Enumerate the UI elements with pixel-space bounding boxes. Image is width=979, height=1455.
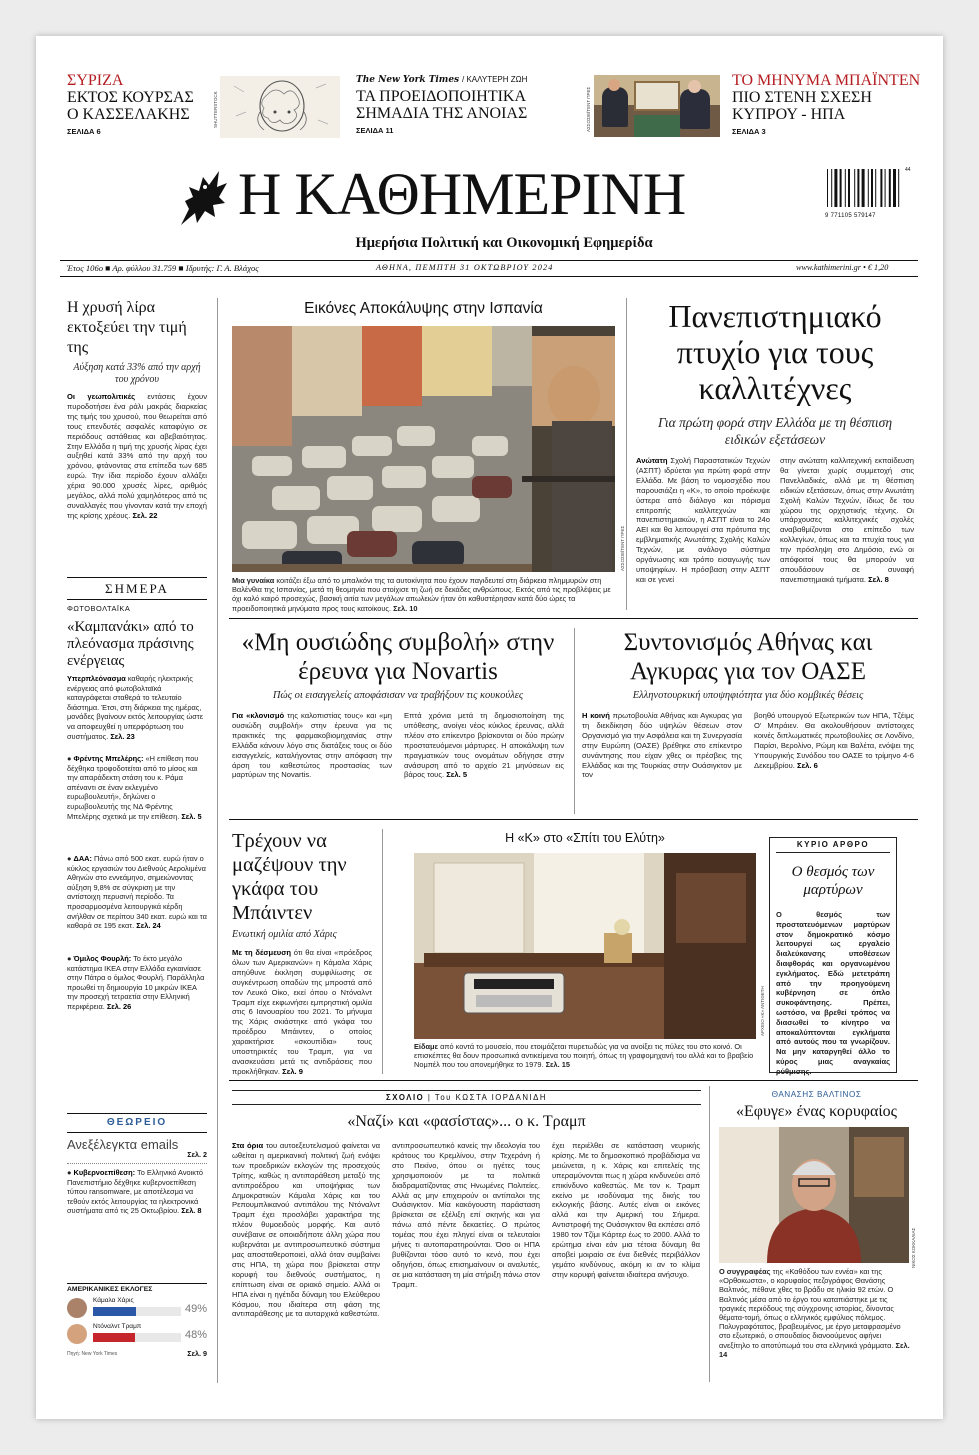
university-col1	[636, 456, 770, 616]
nyt-section: / ΚΑΛΥΤΕΡΗ ΖΩΗ	[462, 75, 528, 84]
theoreio-title: Ανεξέλεγκτα emails	[67, 1137, 179, 1152]
beleris-page: Σελ. 5	[181, 811, 202, 821]
teaser-right[interactable]	[732, 72, 922, 136]
biden-story[interactable]	[232, 829, 372, 1076]
editorial-box[interactable]	[769, 837, 897, 1076]
infobar-top-rule	[60, 260, 918, 261]
elytis-header: Η «Κ» στο «Σπίτι του Ελύτη»	[505, 831, 665, 845]
valtinos-story[interactable]	[719, 1090, 916, 1359]
biden-body	[232, 948, 372, 1076]
column-title: «Ναζί» και «φασίστας»... ο κ. Τραμπ	[347, 1113, 586, 1130]
barcode-bar	[885, 169, 886, 207]
novartis-lead: Για «κλονισμό	[232, 711, 285, 720]
university-page: Σελ. 8	[868, 574, 889, 584]
theoreio-rule-top	[67, 1113, 207, 1114]
simera-page1: Σελ. 23	[110, 731, 135, 741]
valtinos-photo-credit: ΝΙΚΟΣ ΚΟΚΚΑΛΙΑΣ	[911, 1227, 916, 1268]
theoreio-page2: Σελ. 8	[181, 1206, 202, 1216]
theoreio-header: ΘΕΩΡΕΙΟ	[106, 1117, 168, 1128]
novartis-page: Σελ. 5	[446, 770, 468, 780]
poll-header: ΑΜΕΡΙΚΑΝΙΚΕΣ ΕΚΛΟΓΕΣ	[67, 1286, 153, 1293]
elytis-photo-credit: ΑΡΧΕΙΟ «Κ» ΑΝΤΙΘΕΤΗ	[760, 986, 765, 1036]
spain-caption-body: κοιτάζει έξω από το μπαλκόνι της τα αυτοκίνητα που έχουν παγιδευτεί στη διάρκεια πλημμυρών στη Βαλένθια της Ισπανίας, μετά τη θεομηνία που στοίχισε τη ζωή σε δεκάδες ανθρώπους. Εκτός από τις προβλέψεις με όχι καλό καιρό προσεχώς, βασική αιτία των μεγάλων απωλειών ήταν ότι καθυστέρησαν κατά δύο ώρες τα προειδοποιητικά μηνύματα προς τους κατοίκους.	[232, 576, 611, 613]
osce-col1	[582, 711, 742, 793]
beleris-lead: Φρέντης Μπελέρης:	[73, 754, 144, 763]
harris-bar-track	[93, 1307, 181, 1316]
barcode-bar	[898, 169, 899, 207]
editorial-header: ΚΥΡΙΟ ΑΡΘΡΟ	[796, 840, 870, 849]
theoreio-page1: Σελ. 2	[187, 1150, 207, 1159]
osce-title: Συντονισμός Αθήνας και Αγκυρας για τον ΟΑΣΕ	[623, 629, 873, 685]
novartis-col1	[232, 711, 392, 793]
novartis-col2-text: Επτά χρόνια μετά τη δημοσιοποίηση της υπόθεσης, ανοίγει νέος κύκλος έρευνας, αλλά πλέον στο επίκεντρο βρίσκονται οι δύο πρώην προστατευόμενοι μάρτυρες. Η αποκάλυψη των πραγματικών τους ονομάτων οδήγησε στην ανάσυρση από το αρχείο 21 μηνύσεων εις βάρος τους.	[404, 711, 564, 780]
simera-header: ΣΗΜΕΡΑ	[105, 581, 169, 596]
harris-pct: 49%	[185, 1303, 208, 1315]
infobar-left: Έτος 106ο ■ Αρ. φύλλου 31.759 ■ Ιδρυτής: Γ. Α. Βλάχος	[67, 263, 259, 273]
university-col2	[780, 456, 914, 616]
nyt-brand: The New York Times	[356, 75, 460, 85]
barcode-bar	[831, 169, 832, 207]
column-col2: αντιπροσωπευτικό κανείς την ιδεολογία του κράτους του Κρεμλίνου, στην Τεχεράνη ή στο Πεκίνο, όπου οι ηγέτες τους χρησιμοποιούν με τα πολιτικά διαδραματίζοντας στις Ηνωμένες Πολιτείες. Αλλά ας μην επιχειρούν οι αντίπαλοι της Ουάσιγκτον. Μία κακόγουστη παράσταση βρίσκεται σε εξέλιξη επί σκηνής και για πάνω από πέντε δεκαετίες. Ο πρώτος τομέας που έχει πληγεί είναι οι τελευταίοι μήνες τι αυτοπαρατηρούνται. Όσο οι ΗΠΑ βυθίζονται τόσο αυτό το κενό, που έχει οδηγήσει, όπως επισημαίνουν οι αναλυτές, σε μια κατάσταση τη μία στήριξη πάνω στον Τραμπ.	[392, 1141, 540, 1289]
elytis-caption-page: Σελ. 15	[545, 1060, 570, 1070]
university-col2-text: στην ανώτατη καλλιτεχνική εκπαίδευση θα γίνεται χωρίς συμμετοχή στις Πανελλαδικές, αλλά με τη θέσπιση ειδικών εξετάσεων, όπως στην Ανωτάτη Σχολή Καλών Τεχνών, ίδιως δε του χώρου της ορχηστικής τέχνης. Οι υπάρχουσες καλλιτεχνικές σχολές αναβαθμίζονται στο επίπεδο των κολλεγίων, όπως και τα πτυχία τους για την πρόσληψη στο Δημόσιο, ενώ οι απόφοιτοί τους θα μπορούν να σπουδάσουν σε συναφή πανεπιστημιακά τμήματα.	[780, 456, 914, 584]
simera-rule-top	[67, 577, 207, 578]
daa-body: Πάνω από 500 εκατ. ευρώ ήταν ο κύκλος εργασιών του Διεθνούς Αερολιμένα Αθηνών στο εννεάμηνο, σημειώνοντας αύξηση 9,8% σε σύγκριση με την αντίστοιχη περυσινή περίοδο. Τα προσαρμοσμένα λειτουργικά κέρδη ανήλθαν σε περίπου 340 εκατ. ευρώ και τα καθαρά σε 195 εκατ.	[67, 854, 207, 931]
barcode-bar	[862, 169, 865, 207]
barcode-bar	[840, 169, 842, 207]
simera-section[interactable]	[67, 604, 207, 1032]
brain-sketch-icon	[220, 76, 340, 138]
theoreio-section[interactable]	[67, 1137, 207, 1228]
masthead-title: Η ΚΑΘΗΜΕΡΙΝΗ	[238, 161, 686, 227]
theoreio-body: ● Κυβερνοεπίθεση: Το Ελληνικό Ανοικτό Πανεπιστήμιο δέχθηκε κυβερνοεπίθεση τύπου ransomware, με αποτέλεσμα να τεθούν εκτός λειτουργίας τα ηλεκτρονικά συστήματα από τις 25 Οκτωβρίου. Σελ. 8	[67, 1168, 204, 1216]
barcode-bar	[845, 169, 846, 207]
gold-page: Σελ. 22	[132, 510, 158, 520]
osce-col2-text: βοηθό υπουργού Εξωτερικών των ΗΠΑ, Τζέιμς Ο' Μπράιεν. Θα ακολουθήσουν αντίστοιχες κοινές διπλωματικές πρωτοβουλίες σε Λονδίνο, Παρίσι, Βερολίνο, Ρώμη και Βαλέτα, ενόψει της Υπουργικής Συνόδου του ΟΑΣΕ το τρίμηνο 4-6 Δεκεμβρίου.	[754, 711, 914, 770]
column-lead: Στα όρια	[232, 1141, 264, 1150]
elytis-caption	[414, 1042, 756, 1072]
valtinos-title: «Εφυγε» ένας κορυφαίος	[736, 1103, 897, 1120]
university-story[interactable]	[636, 298, 914, 616]
infobar-right: www.kathimerini.gr • € 1,20	[796, 263, 889, 272]
barcode-bar	[854, 169, 855, 207]
valtinos-caption	[719, 1267, 914, 1359]
gold-story[interactable]	[67, 298, 207, 548]
teaser-middle[interactable]	[356, 74, 566, 135]
spain-caption	[232, 576, 615, 614]
teaser-middle-line1: ΤΑ ΠΡΟΕΙΔΟΠΟΙΗΤΙΚΑ	[356, 88, 527, 105]
teaser-middle-line2: ΣΗΜΑΔΙΑ ΤΗΣ ΑΝΟΙΑΣ	[356, 105, 528, 122]
column-col3: έχει περιέλθει σε κατάσταση νευρικής κρίσης. Με το δημοσκοπικό προβάδισμα να μειώνεται, η κ. Χάρις και επιτελείς της υπεραμύνονται πως η χώρα κινδυνεύει από επικίνδυνο καθεστώς. Με τον κ. Τραμπ εκείνο με ισοδύναμα της δικής του εκλογικής βάσης. Αυτές είναι οι εικόνες αλλά και την Αμερική του Σήμερα. Αντιστροφή της Ουάσιγκτον θα εκπέσει από 1980 τον Τζίμι Κάρτερ έως το 2000. Αλλά το ερώτημα είναι εάν μια τέτοια δύναμη θα αποβεί μοιραίο σε ένα διεθνές περιβάλλον γεμάτο κινδύνους, ακόμη κι αν το κλίμα στην κορυφή φαίνεται ιδιαίτερα ανήσυχο.	[552, 1141, 700, 1279]
theoreio-lead: Κυβερνοεπίθεση:	[73, 1168, 136, 1177]
column-header: ΣΧΟΛΙΟ	[386, 1093, 425, 1102]
theoreio-body-text: Το Ελληνικό Ανοικτό Πανεπιστήμιο δέχθηκε κυβερνοεπίθεση τύπου ransomware, με αποτέλεσμα να τεθούν εκτός λειτουργίας τα ηλεκτρονικά συστήματα από τις 25 Οκτωβρίου.	[67, 1168, 204, 1216]
valencia-flood-photo[interactable]	[232, 326, 615, 572]
novartis-title: «Μη ουσιώδης συμβολή» στην έρευνα για Novartis	[241, 629, 555, 685]
poll-page: Σελ. 9	[187, 1349, 207, 1358]
biden-title: Τρέχουν να μαζέψουν την γκάφα του Μπάιντεν	[232, 830, 347, 924]
simera-title: «Καμπανάκι» από το πλεόνασμα πράσινης ενέργειας	[67, 619, 194, 669]
teaser-left-page: ΣΕΛΙΔΑ 6	[67, 127, 101, 136]
barcode	[825, 167, 912, 219]
column-col1	[232, 1141, 380, 1377]
university-title: Πανεπιστημιακό πτυχίο για τους καλλιτέχνες	[668, 298, 882, 406]
barcode-bar	[848, 169, 850, 207]
spain-photo-credit: ΑΣΣΟΣΙΕΪΤΕΝΤ ΠΡΕΣ	[620, 525, 625, 571]
daa-page: Σελ. 24	[136, 921, 161, 931]
novartis-subtitle: Πώς οι εισαγγελείς αποφάσισαν να τραβήξουν τις κουκούλες	[272, 690, 524, 701]
dementia-photo-credit: SHUTTERSTOCK	[213, 91, 218, 128]
gold-body	[67, 392, 207, 548]
teaser-right-line3: ΚΥΠΡΟΥ - ΗΠΑ	[732, 106, 846, 123]
barcode-bar	[880, 169, 882, 207]
beleris-body: «Η επίθεση που δέχθηκα τροφοδοτείται από το μίσος και την απαράδεκτη στάση του κ. Ράμα απέναντι σε έναν εκλεγμένο ευρωβουλευτή», δηλώνει ο ευρωβουλευτής της ΝΔ Φρέντης Μπελέρης σχετικά με την επίθεση.	[67, 754, 199, 821]
daa-lead: ΔΑΑ:	[73, 854, 92, 863]
center-right-divider	[626, 298, 627, 610]
barcode-bar	[875, 169, 876, 207]
barcode-bar	[871, 169, 873, 207]
fourlis-page: Σελ. 26	[106, 1001, 132, 1011]
column-author: Του ΚΩΣΤΑ ΙΟΡΔΑΝΙΔΗ	[434, 1093, 547, 1102]
gold-lead: Οι γεωπολιτικές	[67, 392, 136, 401]
spain-caption-page: Σελ. 10	[393, 603, 418, 613]
university-lead: Ανώτατη	[636, 456, 668, 465]
biden-page: Σελ. 9	[282, 1066, 303, 1076]
teaser-middle-page: ΣΕΛΙΔΑ 11	[356, 126, 394, 135]
mid-rule-3	[229, 1080, 918, 1081]
gold-title: Η χρυσή λίρα εκτοξεύει την τιμή της	[67, 299, 187, 356]
barcode-bar	[889, 169, 891, 207]
osce-story[interactable]	[582, 628, 914, 793]
barcode-number: 9 771105 579147	[825, 213, 876, 219]
valtinos-kicker: ΘΑΝΑΣΗΣ ΒΑΛΤΙΝΟΣ	[771, 1090, 862, 1099]
simera-body-text: καθαρής ηλεκτρικής ενέργειας από φωτοβολταϊκά καταγράφεται σταθερά το τελευταίο διάστημα. Έτσι, στη διάρκεια της ημέρας, μονάδες βγαίνουν εκτός λειτουργίας ώστε να αποφευχθεί η υπερφόρτωση του συστήματος.	[67, 674, 204, 741]
university-col1-text: Σχολή Παραστατικών Τεχνών (ΑΣΠΤ) ιδρύεται για πρώτη φορά στην Ελλάδα. Με βάση το νομοσχέδιο που παρουσιάζει η «Κ», το οποίο προέκυψε ύστερα από διάλογο και πόρισμα επιτροπής καλλιτεχνών και πανεπιστημιακών, η ΑΣΠΤ είναι το 24ο ΑΕΙ και θα λειτουργεί στα πρότυπα της εμβληματικής Ανωτάτης Σχολής Καλών Τεχνών, με ανάλογο σύστημα οργάνωσης και τρόπο εισαγωγής των υποψηφίων. Η πρόσβαση στην ΑΣΠΤ και σε γενεί	[636, 456, 770, 584]
mid-divider-2	[574, 628, 575, 814]
osce-col1-text: πρωτοβουλία Αθήνας και Αγκυρας για τη διεκδίκηση δύο υψηλών θέσεων στον Οργανισμό για την Ασφάλεια και τη Συνεργασία στην Ευρώπη (ΟΑΣΕ) βρέθηκε στο επίκεντρο συνάντησης που είχαν χθες οι πρέσβεις της Ελλάδας και της Τουρκίας στην Ουάσιγκτον με τον	[582, 711, 742, 780]
osce-lead: Η κοινή	[582, 711, 610, 720]
mid-rule-2	[229, 819, 918, 820]
valtinos-caption-lead: Ο συγγραφέας	[719, 1267, 771, 1276]
poll-box[interactable]	[67, 1286, 207, 1361]
osce-col2	[754, 711, 914, 793]
trump-bar-track	[93, 1333, 181, 1342]
elytis-house-photo[interactable]	[414, 853, 756, 1039]
valtinos-portrait-photo	[719, 1127, 909, 1263]
simera-rule-bottom	[67, 599, 207, 600]
osce-subtitle: Ελληνοτουρκική υποψηφιότητα για δύο κομβικές θέσεις	[632, 690, 864, 701]
trump-avatar	[67, 1324, 87, 1344]
teaser-right-line2: ΠΙΟ ΣΤΕΝΗ ΣΧΕΣΗ	[732, 89, 872, 106]
teaser-left-line3: Ο ΚΑΣΣΕΛΑΚΗΣ	[67, 106, 190, 123]
fourlis-body: Το έκτο μεγάλο κατάστημα ΙΚΕΑ στην Ελλάδα εγκαινίασε στην Πάτρα ο όμιλος Φουρλή. Παράλληλα προωθεί τη δημιουργία 10 μικρών ΙΚΕΑ την προσεχή τετραετία στην Ελληνική περιφέρεια.	[67, 954, 205, 1011]
simera-body	[67, 674, 207, 750]
barcode-bar	[868, 169, 869, 207]
gold-subtitle: Αύξηση κατά 33% από την αρχή του χρόνου	[73, 362, 201, 385]
barcode-issue: 44	[905, 167, 911, 173]
simera-bullet-fourlis: ● Όμιλος Φουρλή: Το έκτο μεγάλο κατάστημα ΙΚΕΑ στην Ελλάδα εγκαινίασε στην Πάτρα ο όμιλος Φουρλή. Παράλληλα προωθεί τη δημιουργία 10 μικρών ΙΚΕΑ την προσεχή τετραετία στην Ελληνική περιφέρεια. Σελ. 26	[67, 954, 205, 1011]
left-column-divider	[217, 298, 218, 1383]
simera-kicker: ΦΩΤΟΒΟΛΤΑΪΚΑ	[67, 604, 131, 613]
column-col1-text: του αυτοεξευτελισμού φαίνεται να ωθείται η αμερικανική πολιτική ζωή ενόψει των προεδρικών εκλογών της προσεχούς Τρίτης, καθώς η αντιπαράθεση μεταξύ της αντιπροέδρου και υποψήφιας των Δημοκρατικών Κάμαλα Χάρις και του Ρεπουμπλικανού αντιπάλου της Ντόναλντ Τραμπ έχει προσλάβει χαρακτήρα της πλέον θυμοειδούς μορφής. Και αυτό συνέβαινε σε οποιαδήποτε άλλη χώρα που κυβερνάται με αντιπροσωπευτικό σύστημα μας αποσταθεροποιεί, αλλά όταν συμβαίνει στις ΗΠΑ, τη χώρα που βρίσκεται στην κορυφή του διεθνούς συστήματος, η επίπτωση είναι σε οριακό σημείο. Αλλά οι ΗΠΑ είναι η ηγέτιδα δύναμη του Ελεύθερου Κόσμου, που ιδιαίτερα στη φάση της αντιπαράθεσης με τα αυταρχικά καθεστώτα.	[232, 1141, 381, 1319]
biden-subtitle: Ενωτική ομιλία από Χάρις	[232, 929, 337, 940]
gold-body-text: εντάσεις έχουν πυροδοτήσει ένα ράλι μακράς διαρκείας της τιμής του χρυσού, που θεωρείται από τους επενδυτές ασφαλές καταφύγιο σε περιόδους αστάθειας και αβεβαιότητας. Στην Ελλάδα η τιμή της χρυσής λίρας έχει αυξηθεί κατά 33% από την αρχή του χρόνου, φτάνοντας στα επίπεδα των 685 ευρώ. Την ίδια περίοδο έχουν αλλάξει χέρια 90.000 χρυσές λίρες, αριθμός μεγάλος, αλλά πολύ χαμηλότερος από τις συναλλαγές που γίνονταν κατά την εποχή της κρίσης χρέους.	[67, 392, 207, 520]
editorial-body: Ο θεσμός των προστατευόμενων μαρτύρων στον δημοκρατικό κόσμο λειτουργεί ως εργαλείο διαλεύκανσης υποθέσεων διαφθοράς και οργανωμένου εγκλήματος. Εδώ μετετράπη από την προηγούμενη κυβέρνηση σε όπλο συκοφάντησης. Πρέπει, ωστόσο, να βρεθεί τρόπος να διασωθεί το κίνητρο να αποκαλύπτονται εγκλήματα από αυτούς που τα γνωρίζουν. Να μην καταργηθεί άλλο το κύρος μιας αναγκαίας ρύθμισης.	[776, 910, 890, 1076]
novartis-story[interactable]	[232, 628, 564, 793]
theoreio-rule-bottom	[67, 1132, 207, 1133]
simera-lead: Υπερπλεόνασμα	[67, 674, 126, 683]
masthead-subtitle: Ημερήσια Πολιτική και Οικονομική Εφημερίδα	[355, 235, 653, 251]
spain-header: Εικόνες Αποκάλυψης στην Ισπανία	[304, 300, 543, 317]
dementia-illustration	[220, 76, 340, 138]
elytis-caption-lead: Είδαμε	[414, 1042, 439, 1051]
poll-rule	[67, 1283, 207, 1284]
editorial-title: Ο θεσμός των μαρτύρων	[791, 864, 875, 898]
simera-bullet-beleris: ● Φρέντης Μπελέρης: «Η επίθεση που δέχθηκα τροφοδοτείται από το μίσος και την απαράδεκτη στάση του κ. Ράμα απέναντι σε έναν εκλεγμένο ευρωβουλευτή», δηλώνει ο ευρωβουλευτής της ΝΔ Φρέντης Μπελέρης σχετικά με την επίθεση. Σελ. 5	[67, 754, 202, 821]
fourlis-lead: Όμιλος Φουρλή:	[73, 954, 132, 963]
harris-bar	[93, 1307, 136, 1316]
barcode-bar	[827, 169, 828, 207]
column-story[interactable]	[232, 1086, 701, 1377]
column-divider	[709, 1086, 710, 1382]
biden-divider	[382, 829, 383, 1074]
mid-rule-1	[229, 618, 918, 619]
poll-row-trump	[67, 1323, 207, 1347]
university-subtitle: Για πρώτη φορά στην Ελλάδα με τη θέσπιση ειδικών εξετάσεων	[657, 415, 893, 447]
teaser-left-line2: ΕΚΤΟΣ ΚΟΥΡΣΑΣ	[67, 89, 194, 106]
poll-source: Πηγή: New York Times	[67, 1351, 118, 1357]
novartis-col2	[404, 711, 564, 793]
valtinos-caption-page: Σελ. 14	[719, 1340, 910, 1359]
newspaper-front-page	[36, 36, 943, 1419]
spain-caption-lead: Μια γυναίκα	[232, 576, 275, 585]
barcode-bar	[834, 169, 837, 207]
simera-bullet-daa: ● ΔΑΑ: Πάνω από 500 εκατ. ευρώ ήταν ο κύκλος εργασιών του Διεθνούς Αερολιμένα Αθηνών στο εννεάμηνο, σημειώνοντας αύξηση 9,8% σε σύγκριση με την αντίστοιχη περυσινή περίοδο. Τα προσαρμοσμένα λειτουργικά κέρδη ανήλθαν σε περίπου 340 εκατ. ευρώ και τα καθαρά σε 195 εκατ. Σελ. 24	[67, 854, 207, 931]
biden-photo-credit: ΑΣΣΟΣΙΕΪΤΕΝΤ ΠΡΕΣ	[586, 86, 591, 132]
biden-meeting-photo	[594, 75, 720, 137]
biden-body-text: ότι θα είναι «πρόεδρος όλων των Αμερικανών» η Κάμαλα Χάρις απηύθυνε έκκληση συμφιλίωσης σε συγκέντρωση οπαδών της μπροστά από τον Λευκό Οίκο, εκεί όπου ο Ντόναλντ Τραμπ είχε εκφωνήσει εμπρηστική ομιλία στις 6 Ιανουαρίου του 2021. Το μήνυμα της Χάρις σκιάστηκε από γκάφα του προέδρου Μπάιντεν, ο οποίος χαρακτήρισε «σκουπίδια» τους υποστηρικτές του Τραμπ, για να ανασκευάσει μετά τις αντιδράσεις που προκλήθηκαν.	[232, 948, 372, 1076]
trump-name: Ντόναλντ Τραμπ	[93, 1323, 142, 1330]
harris-avatar	[67, 1298, 87, 1318]
infobar-date: ΑΘΗΝΑ, ΠΕΜΠΤΗ 31 ΟΚΤΩΒΡΙΟΥ 2024	[376, 263, 554, 272]
teaser-left[interactable]	[67, 72, 227, 136]
osce-page: Σελ. 6	[797, 760, 818, 770]
teaser-left-title: ΣΥΡΙΖΑ	[67, 72, 124, 89]
teaser-right-title: ΤΟ ΜΗΝΥΜΑ ΜΠΑΪΝΤΕΝ	[732, 72, 921, 89]
griffin-logo-icon	[175, 167, 231, 227]
trump-pct: 48%	[185, 1329, 208, 1341]
elytis-caption-body: από κοντά το μουσείο, που ετοιμάζεται πυρετωδώς για να ανοίξει τις πύλες του στο κοινό. Οι επισκέπτες θα δουν προσωπικά αντικείμενα του ποιητή, όπως τη γραφομηχανή του αλλά και το βραβείο Νομπέλ που του απονεμήθηκε το 1979.	[414, 1042, 754, 1070]
barcode-bar	[893, 169, 896, 207]
barcode-bar	[857, 169, 859, 207]
column-header-bar: ΣΧΟΛΙΟ | Του ΚΩΣΤΑ ΙΟΡΔΑΝΙΔΗ	[232, 1090, 701, 1105]
valtinos-caption-body: της «Καθόδου των εννέα» και της «Ορθοκωστα», ο κορυφαίος πεζογράφος Θανάσης Βαλτινός, πέθανε χθες το βράδυ σε ηλικία 92 ετών. Ο Βαλτινός μέσα από το έργο του καταπιάστηκε με τις τραγικές περιόδους της σύγχρονης ιστορίας, δίνοντας θέματα-τομή, όπως ο ελληνικός εμφύλιος πόλεμος. Πολυγραφότατος, βραβευμένος, με έργο μεταφρασμένο στο εξωτερικό, ο σπουδαίος διανοούμενος αφήνει ανεξίτηλο το αποτύπωμά του στα ελληνικά γράμματα.	[719, 1267, 901, 1350]
harris-name: Κάμαλα Χάρις	[93, 1297, 134, 1304]
infobar-bottom-rule	[60, 276, 918, 277]
novartis-col1-text: της καλοπιστίας τους» και «μη ουσιώδη συμβολή» στην έρευνα για τις πρακτικές της φαρμακοβιομηχανίας στην Ελλάδα κάνουν λόγο στις διατάξεις τους οι δύο εισαγγελείς, καταλήγοντας στην απόφαση την άρση του καθεστώτος προστασίας των μαρτύρων της Novartis.	[232, 711, 392, 780]
barcode-icon	[825, 167, 905, 209]
teaser-right-page: ΣΕΛΙΔΑ 3	[732, 127, 766, 136]
poll-row-harris	[67, 1297, 207, 1321]
trump-bar	[93, 1333, 135, 1342]
biden-lead: Με τη δέσμευση	[232, 948, 292, 957]
